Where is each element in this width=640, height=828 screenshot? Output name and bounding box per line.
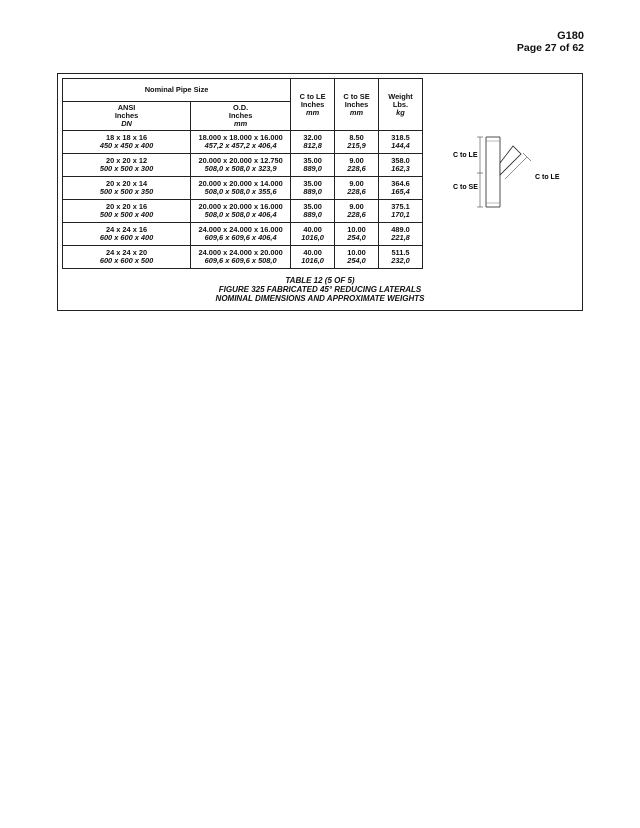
page-number: Page 27 of 62: [516, 42, 584, 54]
table-number: TABLE 12 (5 OF 5): [285, 276, 355, 285]
c-to-se-cell: 9.00 228,6: [335, 177, 379, 200]
figure-caption: [58, 276, 582, 303]
branch-pipe: [500, 146, 521, 175]
figure-title: FIGURE 325 FABRICATED 45° REDUCING LATERALS: [218, 285, 422, 294]
c-to-le-cell: 32.00 812,8: [291, 131, 335, 154]
c-to-le-cell: 40.00 1016,0: [291, 223, 335, 246]
nominal-pipe-size-header: Nominal Pipe Size: [63, 79, 291, 102]
c-to-le-right-label: C to LE: [535, 174, 560, 181]
weight-cell: 364.6 165,4: [378, 177, 422, 200]
ansi-cell: 20 x 20 x 16 500 x 500 x 400: [63, 200, 191, 223]
table-row: [63, 223, 423, 246]
ansi-cell: 20 x 20 x 14 500 x 500 x 350: [63, 177, 191, 200]
c-to-se-cell: 10.00 254,0: [335, 246, 379, 269]
weight-header: Weight Lbs. kg: [378, 79, 422, 131]
dimensions-table: [62, 78, 423, 269]
page-header: [517, 30, 584, 54]
lateral-drawing: [453, 129, 571, 219]
c-to-le-cell: 35.00 889,0: [291, 154, 335, 177]
od-cell: 24.000 x 24.000 x 16.000 609,6 x 609,6 x 406,4: [191, 223, 291, 246]
c-to-se-cell: 8.50 215,9: [335, 131, 379, 154]
table-row: [63, 246, 423, 269]
weight-cell: 375.1 170,1: [378, 200, 422, 223]
c-to-se-header: C to SE Inches mm: [335, 79, 379, 131]
ansi-header: ANSI Inches DN: [63, 102, 191, 131]
weight-cell: 511.5 232,0: [378, 246, 422, 269]
table-row: [63, 154, 423, 177]
od-cell: 20.000 x 20.000 x 16.000 508,0 x 508,0 x 406,4: [191, 200, 291, 223]
weight-cell: 489.0 221,8: [378, 223, 422, 246]
c-to-le-left-label: C to LE: [453, 152, 478, 159]
table-row: [63, 177, 423, 200]
document-code: G180: [557, 30, 584, 42]
c-to-se-cell: 9.00 228,6: [335, 154, 379, 177]
od-header: O.D. Inches mm: [191, 102, 291, 131]
weight-cell: 358.0 162,3: [378, 154, 422, 177]
c-to-se-cell: 10.00 254,0: [335, 223, 379, 246]
c-to-se-label: C to SE: [453, 184, 478, 191]
od-cell: 24.000 x 24.000 x 20.000 609,6 x 609,6 x 508,0: [191, 246, 291, 269]
ansi-cell: 24 x 24 x 20 600 x 600 x 500: [63, 246, 191, 269]
c-to-le-cell: 35.00 889,0: [291, 177, 335, 200]
od-cell: 18.000 x 18.000 x 16.000 457,2 x 457,2 x 406,4: [191, 131, 291, 154]
c-to-le-cell: 40.00 1016,0: [291, 246, 335, 269]
c-to-se-cell: 9.00 228,6: [335, 200, 379, 223]
c-to-le-cell: 35.00 889,0: [291, 200, 335, 223]
figure-frame: [57, 73, 583, 311]
table-row: [63, 200, 423, 223]
c-to-le-header: C to LE Inches mm: [291, 79, 335, 131]
lateral-fitting-diagram: [453, 129, 571, 219]
od-cell: 20.000 x 20.000 x 12.750 508,0 x 508,0 x 323,9: [191, 154, 291, 177]
ansi-cell: 20 x 20 x 12 500 x 500 x 300: [63, 154, 191, 177]
ansi-cell: 18 x 18 x 16 450 x 450 x 400: [63, 131, 191, 154]
table-row: [63, 131, 423, 154]
od-cell: 20.000 x 20.000 x 14.000 508,0 x 508,0 x 355,6: [191, 177, 291, 200]
figure-subtitle: NOMINAL DIMENSIONS AND APPROXIMATE WEIGHTS: [215, 294, 425, 303]
ansi-cell: 24 x 24 x 16 600 x 600 x 400: [63, 223, 191, 246]
weight-cell: 318.5 144,4: [378, 131, 422, 154]
